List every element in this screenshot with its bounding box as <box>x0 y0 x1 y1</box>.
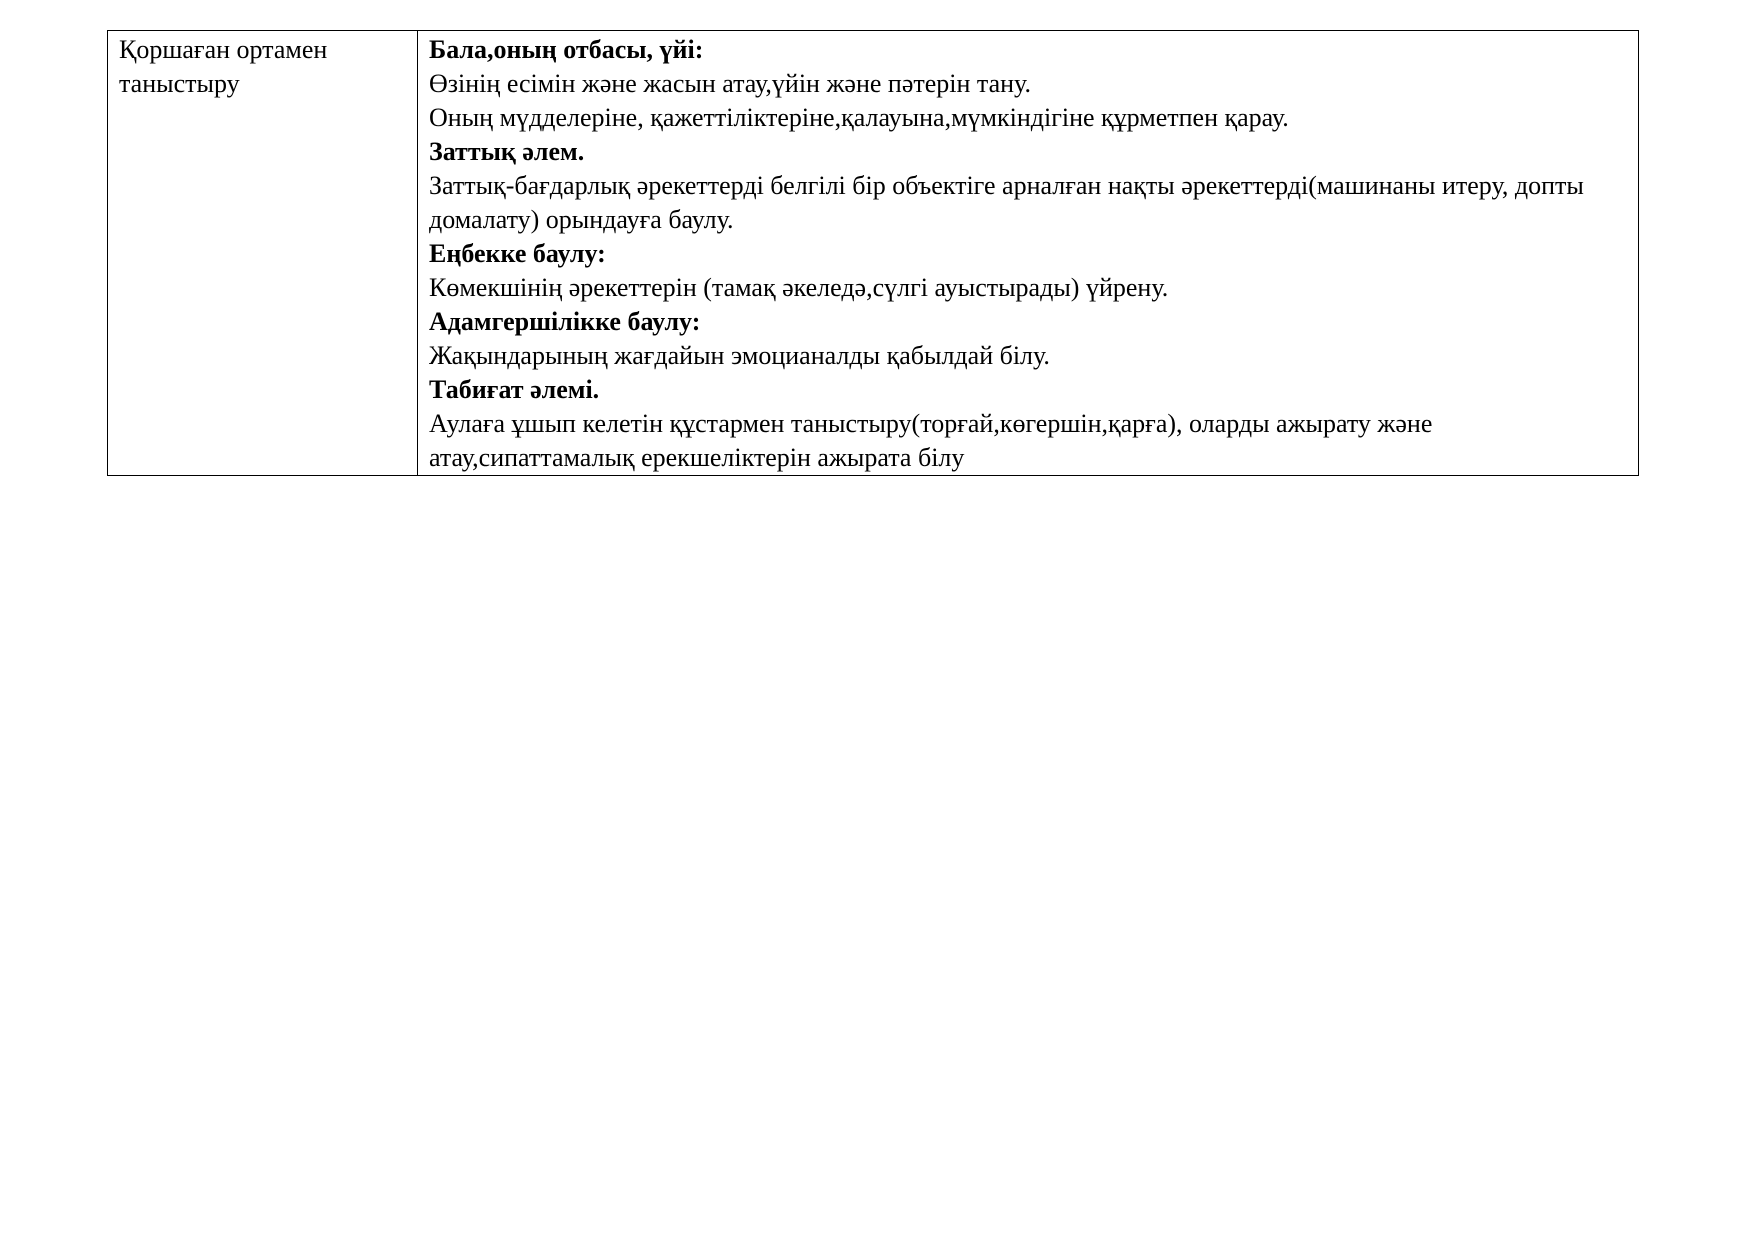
subject-cell <box>108 31 418 476</box>
section-body: Заттық-бағдарлық әрекеттерді белгілі бір объектіге арналған нақты әрекеттерді(машинаны итеру, допты домалату) орындауға баулу. <box>429 171 1584 234</box>
section-body: Көмекшінің әрекеттерін (тамақ әкеледә,сүлгі ауыстырады) үйрену. <box>429 273 1169 302</box>
section-heading: Заттық әлем. <box>429 137 585 166</box>
subject-label: Қоршаған ортамен таныстыру <box>119 35 328 98</box>
section-heading: Бала,оның отбасы, үйі: <box>429 35 704 64</box>
section-family <box>429 33 1627 135</box>
section-body: Аулаға ұшып келетін құстармен таныстыру(торғай,көгершін,қарға), оларды ажырату және атау,сипаттамалық ерекшеліктерін ажырата білу <box>429 409 1433 472</box>
section-heading: Адамгершілікке баулу: <box>429 307 701 336</box>
content-cell <box>418 31 1639 476</box>
section-body: Өзінің есімін және жасын атау,үйін және пәтерін тану. Оның мүдделеріне, қажеттіліктеріне,қалауына,мүмкіндігіне құрметпен қарау. <box>429 69 1289 132</box>
section-heading: Табиғат әлемі. <box>429 375 600 404</box>
curriculum-table <box>107 30 1639 476</box>
section-labor <box>429 237 1627 305</box>
section-nature <box>429 373 1627 475</box>
section-body: Жақындарының жағдайын эмоцианалды қабылдай білу. <box>429 341 1050 370</box>
section-morality <box>429 305 1627 373</box>
section-object-world <box>429 135 1627 237</box>
section-heading: Еңбекке баулу: <box>429 239 606 268</box>
table-row <box>108 31 1639 476</box>
